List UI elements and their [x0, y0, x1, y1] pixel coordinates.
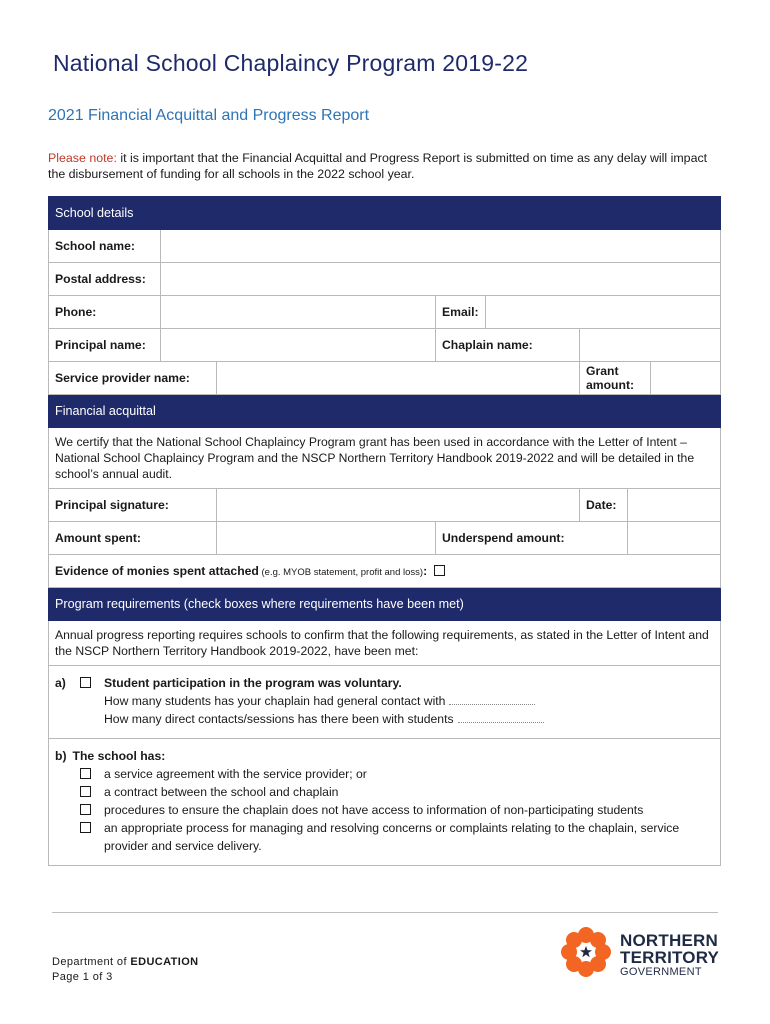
desert-rose-icon	[561, 927, 611, 977]
evidence-row	[49, 555, 721, 588]
document-title: National School Chaplaincy Program 2019-22	[53, 50, 529, 76]
requirement-b-checkbox-4[interactable]	[80, 822, 91, 833]
service-provider-label: Service provider name:	[49, 362, 217, 395]
program-heading-text: Program requirements	[55, 597, 181, 611]
underspend-amount-field[interactable]	[628, 522, 721, 555]
chaplain-name-label: Chaplain name:	[436, 329, 580, 362]
grant-amount-field[interactable]	[651, 362, 721, 395]
requirement-a-question-2: How many direct contacts/sessions has there been with students	[104, 712, 454, 726]
email-field[interactable]	[486, 296, 721, 329]
logo-line-3: GOVERNMENT	[620, 966, 702, 978]
school-name-field[interactable]	[161, 230, 721, 263]
requirement-b-checkbox-3[interactable]	[80, 804, 91, 815]
email-label: Email:	[436, 296, 486, 329]
date-field[interactable]	[628, 489, 721, 522]
document-subtitle: 2021 Financial Acquittal and Progress Report	[48, 107, 370, 124]
logo-line-2: TERRITORY	[620, 948, 720, 967]
principal-name-label: Principal name:	[49, 329, 161, 362]
program-requirements-heading	[49, 588, 721, 621]
requirement-a-title: Student participation in the program was voluntary.	[104, 676, 402, 690]
department-name: EDUCATION	[130, 956, 199, 968]
grant-amount-label: Grant amount:	[580, 362, 651, 395]
amount-spent-label: Amount spent:	[49, 522, 217, 555]
service-provider-field[interactable]	[217, 362, 580, 395]
principal-signature-field[interactable]	[217, 489, 580, 522]
page-number: Page 1 of 3	[52, 971, 113, 983]
requirement-b-item-1: a service agreement with the service provider; or	[104, 767, 367, 781]
phone-field[interactable]	[161, 296, 436, 329]
school-name-label: School name:	[49, 230, 161, 263]
requirement-b-title: The school has:	[72, 749, 166, 763]
evidence-hint: (e.g. MYOB statement, profit and loss)	[258, 567, 424, 578]
principal-signature-label: Principal signature:	[49, 489, 217, 522]
program-requirements-header	[49, 588, 721, 621]
requirement-a-checkbox[interactable]	[80, 677, 91, 688]
sessions-count-input[interactable]	[458, 712, 544, 723]
please-note	[48, 150, 718, 182]
requirement-a-marker: a)	[55, 676, 66, 690]
logo-line-1: NORTHERN	[620, 931, 718, 950]
footer-divider	[52, 912, 718, 913]
requirement-a	[49, 666, 721, 739]
requirement-b	[49, 739, 721, 866]
requirement-b-checkbox-1[interactable]	[80, 768, 91, 779]
evidence-checkbox[interactable]	[434, 565, 445, 576]
department-prefix: Department of	[52, 956, 131, 968]
program-heading-hint: (check boxes where requirements have been met)	[180, 597, 464, 611]
report-form	[48, 196, 721, 866]
school-details-heading: School details	[49, 197, 721, 230]
certify-statement: We certify that the National School Chaplaincy Program grant has been used in accordance with the Letter of Intent – National School Chaplaincy Program and the NSCP Northern Territory Handbook 2019-2022 and will be detailed in the school’s annual audit.	[49, 428, 721, 489]
requirement-b-marker: b)	[55, 749, 67, 763]
financial-acquittal-heading: Financial acquittal	[49, 395, 721, 428]
students-contact-input[interactable]	[449, 694, 535, 705]
amount-spent-field[interactable]	[217, 522, 436, 555]
postal-address-field[interactable]	[161, 263, 721, 296]
logo-wordmark	[620, 932, 719, 978]
footer-text	[52, 955, 199, 985]
chaplain-name-field[interactable]	[580, 329, 721, 362]
evidence-label: Evidence of monies spent attached	[55, 564, 259, 578]
phone-label: Phone:	[49, 296, 161, 329]
principal-name-field[interactable]	[161, 329, 436, 362]
school-details-header	[49, 197, 721, 230]
note-text: it is important that the Financial Acquittal and Progress Report is submitted on time as any delay will impact the disbursement of funding for all schools in the 2022 school year.	[48, 151, 708, 181]
program-intro: Annual progress reporting requires schools to confirm that the following requirements, as stated in the Letter of Intent and the NSCP Northern Territory Handbook 2019-2022, have been met:	[49, 621, 721, 666]
requirement-b-item-3: procedures to ensure the chaplain does not have access to information of non-participating students	[104, 803, 644, 817]
evidence-colon: :	[423, 564, 428, 578]
underspend-amount-label: Underspend amount:	[436, 522, 628, 555]
requirement-b-item-4: an appropriate process for managing and resolving concerns or complaints relating to the chaplain, service provider and service delivery.	[104, 821, 680, 853]
postal-address-label: Postal address:	[49, 263, 161, 296]
date-label: Date:	[580, 489, 628, 522]
financial-acquittal-header	[49, 395, 721, 428]
requirement-a-question-1: How many students has your chaplain had general contact with	[104, 694, 446, 708]
requirement-b-item-2: a contract between the school and chaplain	[104, 785, 339, 799]
requirement-b-checkbox-2[interactable]	[80, 786, 91, 797]
note-label: Please note:	[48, 151, 117, 165]
